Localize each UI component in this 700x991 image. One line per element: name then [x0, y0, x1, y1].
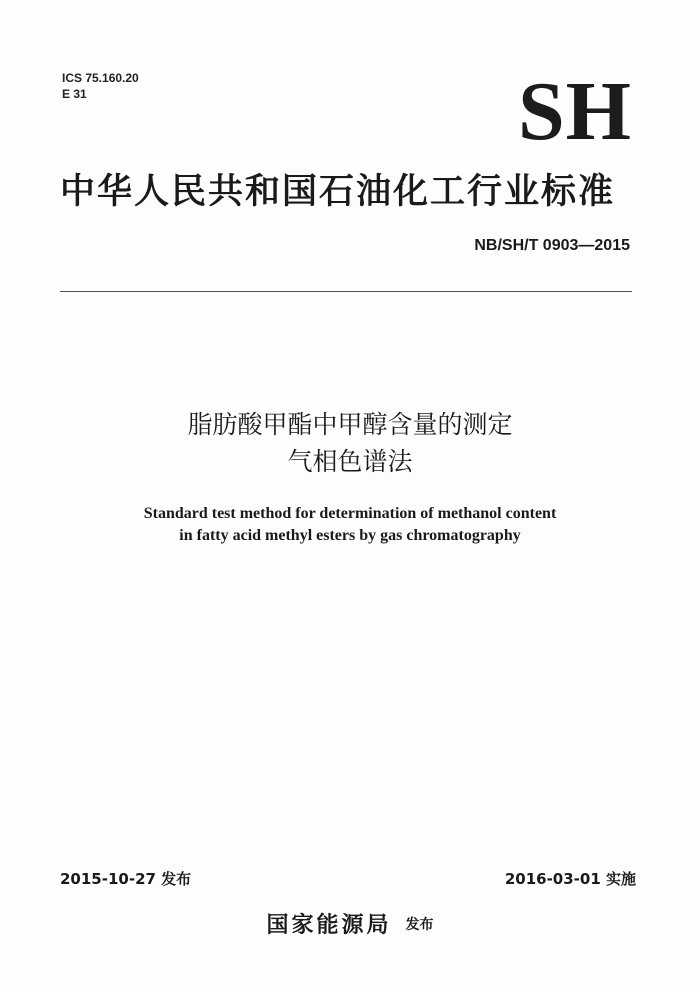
chinese-title: [0, 406, 700, 480]
publisher-action: 发布: [405, 916, 434, 933]
ccs-code: E 31: [62, 87, 87, 101]
issue-date: 2015-10-27 发布: [60, 870, 192, 888]
standard-category-name: 中华人民共和国石油化工行业标准: [60, 172, 616, 212]
classification-codes: [62, 70, 139, 102]
header-divider: [60, 291, 632, 292]
english-title: [0, 503, 700, 547]
sh-logo: SH: [517, 65, 632, 158]
implementation-date: 2016-03-01 实施: [504, 870, 636, 888]
chinese-title-line-1: 脂肪酸甲酯中甲醇含量的测定: [187, 410, 513, 439]
english-title-line-2: in fatty acid methyl esters by gas chromatography: [179, 527, 521, 544]
publisher-organization: 国家能源局: [266, 913, 392, 938]
ics-code: ICS 75.160.20: [62, 71, 139, 85]
standard-code: NB/SH/T 0903—2015: [474, 237, 630, 254]
chinese-title-line-2: 气相色谱法: [287, 447, 413, 476]
publisher-line: [0, 908, 700, 939]
english-title-line-1: Standard test method for determination of methanol content: [143, 505, 557, 522]
